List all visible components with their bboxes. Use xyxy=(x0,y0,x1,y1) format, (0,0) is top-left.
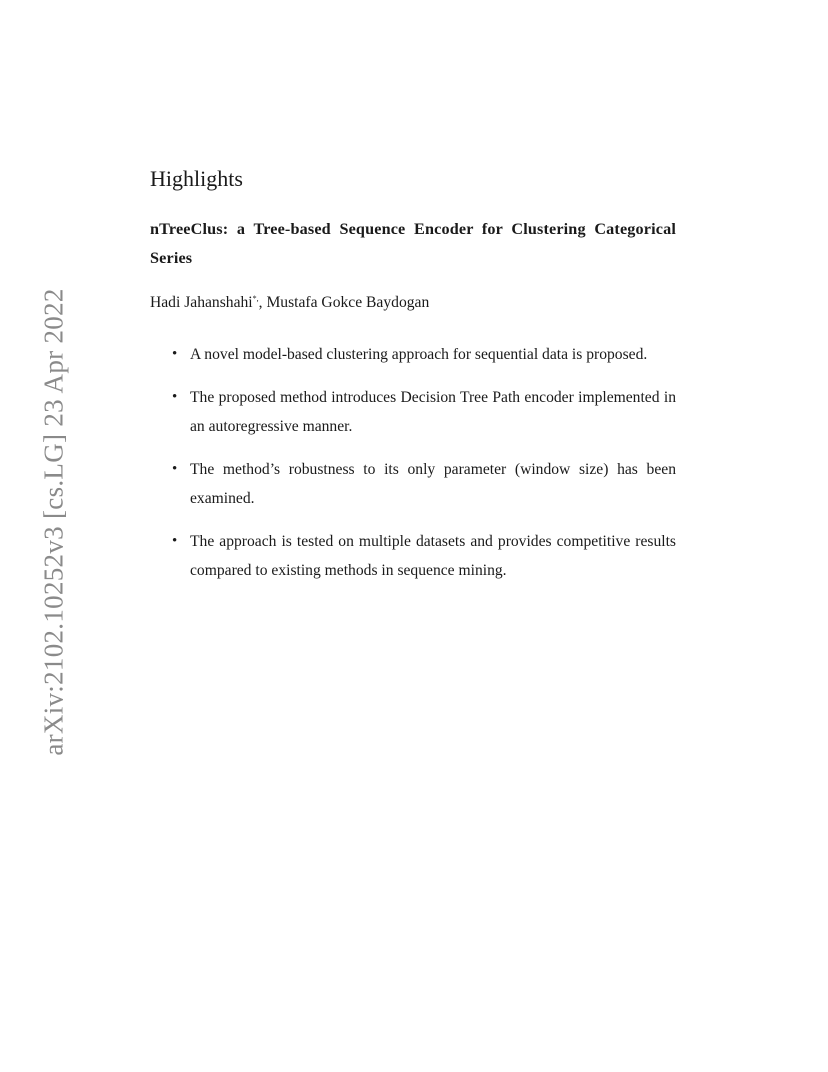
section-heading: Highlights xyxy=(150,166,243,191)
highlight-item xyxy=(150,455,676,514)
arxiv-identifier-stamp: arXiv:2102.10252v3 [cs.LG] 23 Apr 2022 xyxy=(38,288,69,756)
highlight-text: The method’s robustness to its only parameter (window size) has been examined. xyxy=(190,460,676,507)
author-line xyxy=(150,288,676,314)
highlight-text: The proposed method introduces Decision Tree Path encoder implemented in an autoregressive manner. xyxy=(190,388,676,435)
bullet-icon: • xyxy=(172,346,178,362)
highlights-page xyxy=(150,165,676,599)
highlight-item xyxy=(150,340,676,370)
highlights-list xyxy=(150,340,676,586)
bullet-icon: • xyxy=(172,460,178,477)
author-affiliation-marks: *, xyxy=(252,294,259,303)
highlight-item xyxy=(150,383,676,442)
second-author: Mustafa Gokce Baydogan xyxy=(266,294,430,311)
bullet-icon: • xyxy=(172,388,178,405)
first-author: Hadi Jahanshahi xyxy=(150,294,253,311)
highlight-item xyxy=(150,527,676,586)
bullet-icon: • xyxy=(172,532,178,549)
highlight-text: The approach is tested on multiple datasets and provides competitive results compared to existing methods in sequence mining. xyxy=(190,532,676,579)
highlight-text: A novel model-based clustering approach for sequential data is proposed. xyxy=(190,346,648,363)
paper-title: nTreeClus: a Tree-based Sequence Encoder for Clustering Categorical Series xyxy=(150,220,676,267)
author-separator: , xyxy=(258,294,267,311)
